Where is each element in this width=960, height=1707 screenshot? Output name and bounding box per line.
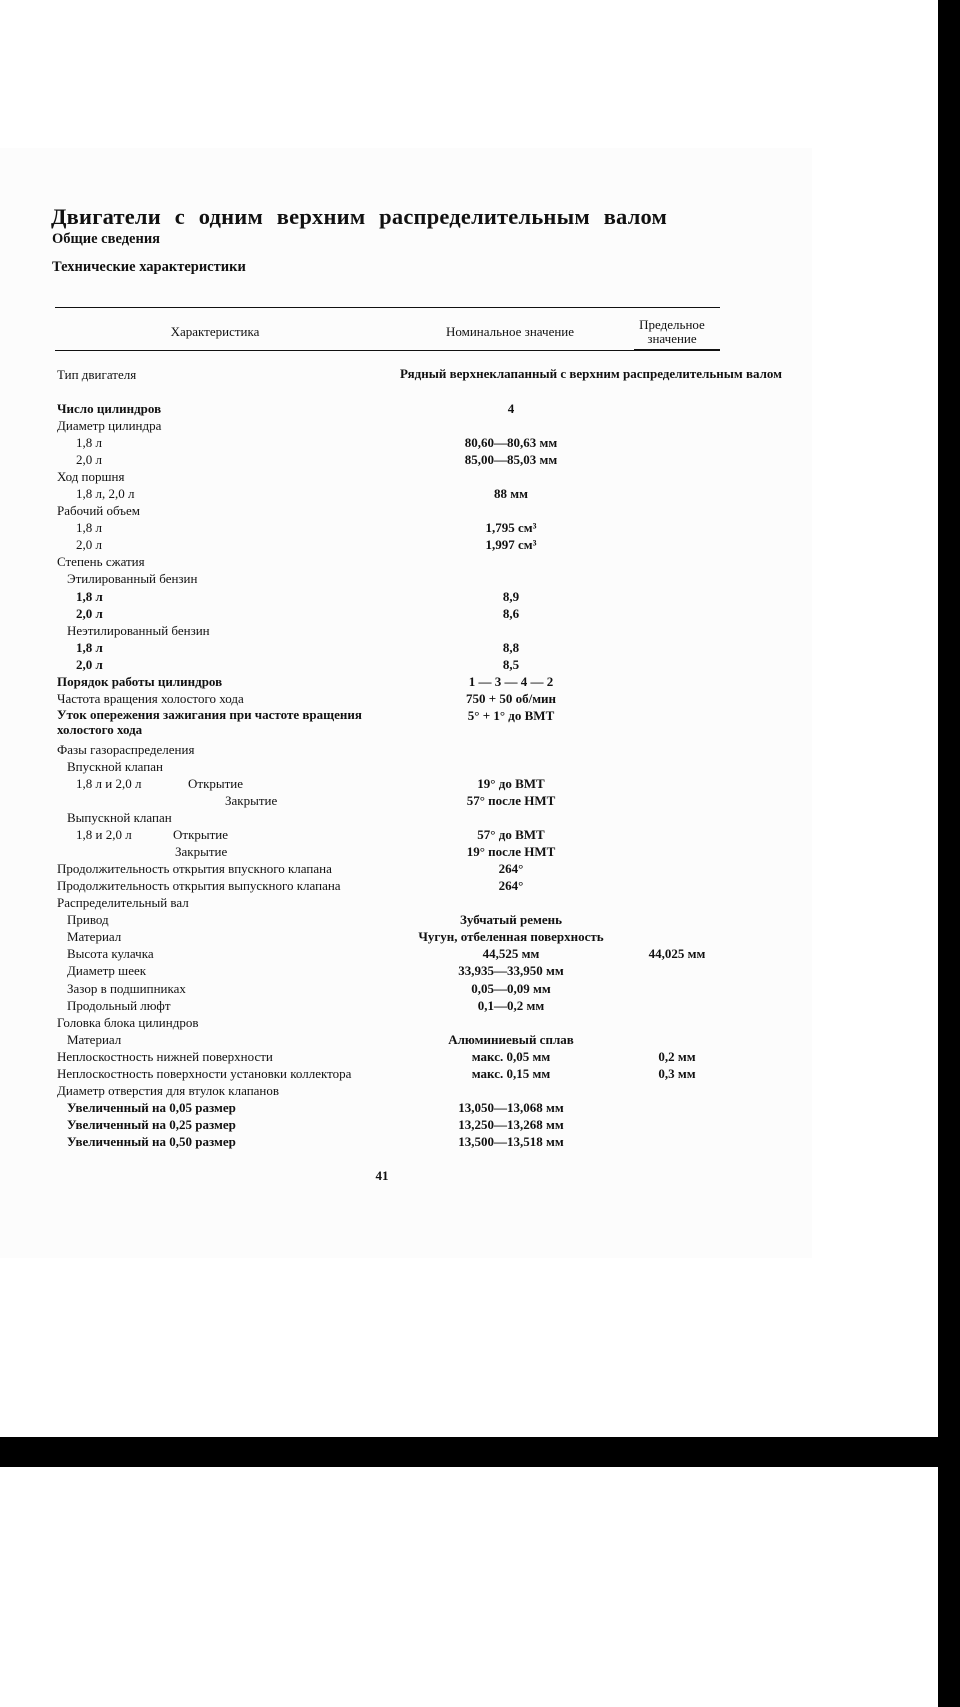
row-label: Диаметр цилиндра: [57, 418, 162, 434]
row-label: Высота кулачка: [67, 946, 154, 962]
table-row: [0, 928, 812, 945]
row-sublabel: Закрытие: [175, 844, 228, 860]
table-row: [0, 962, 812, 979]
table-row: [0, 1133, 812, 1150]
table-row: [0, 707, 812, 741]
table-row: [0, 536, 812, 553]
table-row: [0, 945, 812, 962]
row-label: Неэтилированный бензин: [67, 622, 210, 638]
table-row: [0, 997, 812, 1014]
table-row: [0, 622, 812, 639]
row-label: Увеличенный на 0,05 размер: [67, 1099, 236, 1115]
row-label: 1,8 л, 2,0 л: [76, 486, 135, 502]
table-row: [0, 877, 812, 894]
row-nominal-value: макс. 0,15 мм: [471, 1065, 551, 1081]
row-label: Ход поршня: [57, 469, 125, 485]
row-label: Увеличенный на 0,50 размер: [67, 1133, 236, 1149]
row-nominal-value: 19° после НМТ: [466, 844, 556, 860]
column-header-characteristic: Характеристика: [170, 324, 260, 339]
table-row: [0, 519, 812, 536]
table-header-rule-limit: [634, 349, 720, 350]
row-label: 1,8 л: [76, 588, 103, 604]
column-header-limit-line1: Предельное: [639, 317, 705, 332]
row-label: Фазы газораспределения: [57, 741, 195, 757]
table-row: [0, 588, 812, 605]
row-label: 2,0 л: [76, 537, 102, 553]
table-row: [0, 468, 812, 485]
table-row: [0, 1116, 812, 1133]
row-label: Диаметр шеек: [67, 963, 147, 979]
row-nominal-value: 88 мм: [494, 486, 528, 502]
table-row: [0, 400, 812, 417]
table-row: [0, 605, 812, 622]
row-nominal-value: 33,935—33,950 мм: [458, 963, 564, 979]
spec-table: [0, 366, 812, 1150]
row-nominal-value: Алюминиевый сплав: [448, 1031, 574, 1047]
row-label: 1,8 и 2,0 л: [76, 827, 132, 843]
table-row: [0, 656, 812, 673]
row-label: 1,8 л и 2,0 л: [76, 775, 142, 791]
row-nominal-value: 264°: [498, 861, 524, 877]
row-label: 1,8 л: [76, 639, 103, 655]
row-label: Уток опережения зажигания при частоте вращения холостого хода: [57, 706, 362, 737]
table-row: [0, 451, 812, 468]
row-nominal-value: 57° до ВМТ: [477, 827, 545, 843]
row-sublabel: Закрытие: [225, 792, 278, 808]
table-row: [0, 809, 812, 826]
row-limit-value: 0,3 мм: [658, 1065, 696, 1081]
page-title: Двигатели с одним верхним распределительным валом: [51, 204, 668, 229]
row-label: Выпускной клапан: [67, 810, 172, 826]
row-nominal-value: 5° + 1° до ВМТ: [467, 707, 555, 723]
row-nominal-value: 8,5: [502, 656, 520, 672]
row-label: Частота вращения холостого хода: [57, 690, 244, 706]
row-nominal-value: 13,500—13,518 мм: [458, 1133, 564, 1149]
table-row: [0, 980, 812, 997]
row-label: Неплоскостность нижней поверхности: [57, 1048, 273, 1064]
table-row: [0, 843, 812, 860]
row-nominal-value: 750 + 50 об/мин: [465, 690, 557, 706]
row-sublabel: Открытие: [173, 827, 229, 843]
row-label: Привод: [67, 912, 109, 928]
row-nominal-value: макс. 0,05 мм: [471, 1048, 551, 1064]
table-row: [0, 1065, 812, 1082]
row-label: Распределительный вал: [57, 895, 189, 911]
row-nominal-value: 4: [507, 401, 515, 416]
table-row: [0, 502, 812, 519]
page-subtitle: Общие сведения: [52, 231, 161, 247]
row-nominal-value: 85,00—85,03 мм: [464, 452, 558, 468]
table-row: [0, 1048, 812, 1065]
table-row: [0, 860, 812, 877]
row-nominal-value: 1,997 см³: [485, 537, 537, 553]
row-label: Увеличенный на 0,25 размер: [67, 1116, 236, 1132]
row-nominal-value: 264°: [498, 878, 524, 894]
row-label: 2,0 л: [76, 452, 102, 468]
table-row: [0, 690, 812, 707]
row-label: Рабочий объем: [57, 503, 140, 519]
row-label: Головка блока цилиндров: [57, 1014, 199, 1030]
row-limit-value: 0,2 мм: [658, 1048, 696, 1064]
row-nominal-value: 1,795 см³: [485, 520, 537, 536]
column-header-nominal: Номинальное значение: [445, 324, 575, 339]
row-nominal-value: Чугун, отбеленная поверхность: [418, 929, 604, 945]
table-row: [0, 894, 812, 911]
row-label: 2,0 л: [76, 656, 103, 672]
row-nominal-value: 44,525 мм: [482, 946, 540, 962]
row-label: Этилированный бензин: [67, 571, 198, 587]
table-row: [0, 1082, 812, 1099]
row-label: Порядок работы цилиндров: [57, 673, 223, 689]
table-row: [0, 485, 812, 502]
row-label: 2,0 л: [76, 605, 103, 621]
table-top-rule: [55, 307, 720, 308]
page-number: 41: [375, 1168, 389, 1183]
row-nominal-value: 0,05—0,09 мм: [471, 980, 551, 996]
row-nominal-value: 8,8: [502, 639, 520, 655]
row-nominal-value: 19° до ВМТ: [477, 775, 545, 791]
row-nominal-value: 0,1—0,2 мм: [477, 997, 545, 1013]
table-row: [0, 570, 812, 587]
row-nominal-value: 80,60—80,63 мм: [464, 435, 558, 451]
row-nominal-value: 13,250—13,268 мм: [458, 1116, 564, 1132]
row-sublabel: Открытие: [188, 775, 244, 791]
table-row: [0, 417, 812, 434]
table-row: [0, 673, 812, 690]
row-label: Тип двигателя: [57, 367, 137, 382]
row-nominal-value: 13,050—13,068 мм: [458, 1099, 564, 1115]
row-label: 1,8 л: [76, 520, 102, 536]
table-header-rule: [55, 350, 720, 351]
row-nominal-value: 57° после НМТ: [466, 792, 556, 808]
row-nominal-value: Рядный верхнеклапанный с верхним распределительным валом: [400, 366, 783, 381]
section-title: Технические характеристики: [52, 259, 246, 275]
table-row: [0, 1099, 812, 1116]
row-nominal-value: 1 — 3 — 4 — 2: [468, 673, 554, 689]
row-label: Материал: [67, 929, 122, 945]
table-row: [0, 792, 812, 809]
row-label: Материал: [67, 1031, 122, 1047]
row-nominal-value: 8,9: [502, 588, 520, 604]
table-row: [0, 741, 812, 758]
row-label: 1,8 л: [76, 435, 102, 451]
table-row: [0, 826, 812, 843]
table-row: [0, 775, 812, 792]
column-header-limit: [630, 318, 714, 346]
row-label: Число цилиндров: [57, 401, 162, 416]
column-header-limit-line2: значение: [647, 331, 697, 346]
row-label: Впускной клапан: [67, 758, 163, 774]
table-row: [0, 639, 812, 656]
scan-border-bottom: [0, 1437, 960, 1467]
table-row: [0, 553, 812, 570]
row-label: Зазор в подшипниках: [67, 980, 186, 996]
table-row: [0, 434, 812, 451]
row-nominal-value: 8,6: [502, 605, 520, 621]
table-row: [0, 366, 812, 400]
row-nominal-value: Зубчатый ремень: [460, 912, 562, 928]
row-label: Степень сжатия: [57, 554, 145, 570]
row-label: Продольный люфт: [67, 997, 171, 1013]
row-label: Неплоскостность поверхности установки коллектора: [57, 1065, 352, 1081]
table-row: [0, 1031, 812, 1048]
row-limit-value: 44,025 мм: [648, 946, 706, 962]
row-label: Продолжительность открытия выпускного клапана: [57, 878, 341, 894]
table-row: [0, 1014, 812, 1031]
table-row: [0, 758, 812, 775]
row-label: Продолжительность открытия впускного клапана: [57, 861, 332, 877]
row-label: Диаметр отверстия для втулок клапанов: [57, 1082, 280, 1098]
table-row: [0, 911, 812, 928]
